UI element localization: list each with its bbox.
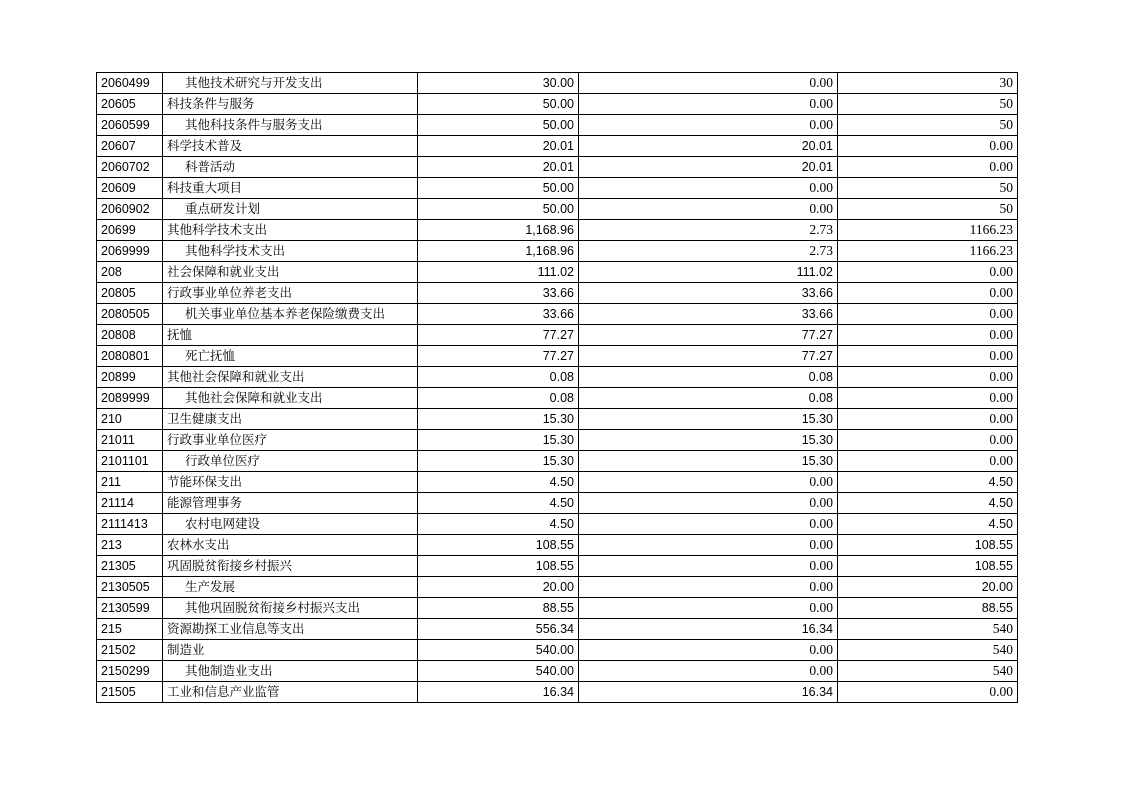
basic-expenditure-cell: 20.01 [579,136,838,157]
account-name-cell: 巩固脱贫衔接乡村振兴 [163,556,418,577]
total-amount-cell: 15.30 [418,451,579,472]
total-amount-cell: 0.08 [418,367,579,388]
project-expenditure-cell: 0.00 [838,409,1018,430]
project-expenditure-cell: 50 [838,178,1018,199]
table-row [97,577,1018,598]
account-name-cell: 重点研发计划 [163,199,418,220]
total-amount-cell: 33.66 [418,283,579,304]
total-amount-cell: 540.00 [418,640,579,661]
account-name-cell: 资源勘探工业信息等支出 [163,619,418,640]
account-code-cell: 211 [97,472,163,493]
table-row [97,346,1018,367]
project-expenditure-cell: 540 [838,661,1018,682]
total-amount-cell: 15.30 [418,409,579,430]
project-expenditure-cell: 4.50 [838,514,1018,535]
account-name-cell: 制造业 [163,640,418,661]
basic-expenditure-cell: 0.00 [579,535,838,556]
account-code-cell: 2080801 [97,346,163,367]
basic-expenditure-cell: 2.73 [579,241,838,262]
total-amount-cell: 20.01 [418,157,579,178]
account-name-cell: 其他巩固脱贫衔接乡村振兴支出 [163,598,418,619]
basic-expenditure-cell: 15.30 [579,430,838,451]
basic-expenditure-cell: 0.00 [579,640,838,661]
account-name-cell: 其他技术研究与开发支出 [163,73,418,94]
table-row [97,598,1018,619]
project-expenditure-cell: 20.00 [838,577,1018,598]
total-amount-cell: 108.55 [418,535,579,556]
table-row [97,472,1018,493]
project-expenditure-cell: 0.00 [838,283,1018,304]
account-code-cell: 2069999 [97,241,163,262]
project-expenditure-cell: 0.00 [838,451,1018,472]
account-code-cell: 208 [97,262,163,283]
total-amount-cell: 50.00 [418,94,579,115]
account-code-cell: 2101101 [97,451,163,472]
basic-expenditure-cell: 0.00 [579,178,838,199]
account-code-cell: 2150299 [97,661,163,682]
table-row [97,430,1018,451]
account-name-cell: 行政事业单位养老支出 [163,283,418,304]
account-name-cell: 工业和信息产业监管 [163,682,418,703]
account-code-cell: 21505 [97,682,163,703]
total-amount-cell: 4.50 [418,514,579,535]
project-expenditure-cell: 4.50 [838,472,1018,493]
basic-expenditure-cell: 16.34 [579,619,838,640]
table-row [97,199,1018,220]
basic-expenditure-cell: 33.66 [579,304,838,325]
account-name-cell: 卫生健康支出 [163,409,418,430]
account-code-cell: 21114 [97,493,163,514]
basic-expenditure-cell: 2.73 [579,220,838,241]
total-amount-cell: 4.50 [418,493,579,514]
basic-expenditure-cell: 0.00 [579,94,838,115]
project-expenditure-cell: 0.00 [838,325,1018,346]
account-code-cell: 2060499 [97,73,163,94]
account-name-cell: 其他科学技术支出 [163,241,418,262]
account-code-cell: 2060599 [97,115,163,136]
project-expenditure-cell: 1166.23 [838,241,1018,262]
account-name-cell: 科学技术普及 [163,136,418,157]
table-row [97,619,1018,640]
basic-expenditure-cell: 0.00 [579,556,838,577]
table-row [97,115,1018,136]
total-amount-cell: 50.00 [418,178,579,199]
account-code-cell: 20609 [97,178,163,199]
table-row [97,640,1018,661]
account-code-cell: 2111413 [97,514,163,535]
table-row [97,493,1018,514]
total-amount-cell: 16.34 [418,682,579,703]
account-name-cell: 其他社会保障和就业支出 [163,388,418,409]
total-amount-cell: 556.34 [418,619,579,640]
table-row [97,136,1018,157]
table-row [97,178,1018,199]
account-code-cell: 2060702 [97,157,163,178]
account-name-cell: 科普活动 [163,157,418,178]
project-expenditure-cell: 0.00 [838,430,1018,451]
basic-expenditure-cell: 33.66 [579,283,838,304]
account-name-cell: 其他制造业支出 [163,661,418,682]
table-row [97,388,1018,409]
total-amount-cell: 88.55 [418,598,579,619]
project-expenditure-cell: 540 [838,640,1018,661]
total-amount-cell: 50.00 [418,199,579,220]
total-amount-cell: 15.30 [418,430,579,451]
account-code-cell: 21502 [97,640,163,661]
account-code-cell: 20699 [97,220,163,241]
total-amount-cell: 20.00 [418,577,579,598]
basic-expenditure-cell: 0.08 [579,388,838,409]
table-row [97,367,1018,388]
total-amount-cell: 4.50 [418,472,579,493]
total-amount-cell: 1,168.96 [418,241,579,262]
table-row [97,262,1018,283]
basic-expenditure-cell: 0.00 [579,73,838,94]
account-name-cell: 其他科学技术支出 [163,220,418,241]
project-expenditure-cell: 0.00 [838,367,1018,388]
project-expenditure-cell: 0.00 [838,682,1018,703]
table-row [97,682,1018,703]
total-amount-cell: 77.27 [418,346,579,367]
basic-expenditure-cell: 0.00 [579,199,838,220]
total-amount-cell: 30.00 [418,73,579,94]
basic-expenditure-cell: 0.00 [579,115,838,136]
account-name-cell: 抚恤 [163,325,418,346]
account-name-cell: 节能环保支出 [163,472,418,493]
account-name-cell: 能源管理事务 [163,493,418,514]
total-amount-cell: 50.00 [418,115,579,136]
table-row [97,73,1018,94]
table-row [97,241,1018,262]
account-name-cell: 科技重大项目 [163,178,418,199]
project-expenditure-cell: 0.00 [838,136,1018,157]
total-amount-cell: 111.02 [418,262,579,283]
basic-expenditure-cell: 0.08 [579,367,838,388]
project-expenditure-cell: 108.55 [838,556,1018,577]
total-amount-cell: 33.66 [418,304,579,325]
project-expenditure-cell: 50 [838,94,1018,115]
account-code-cell: 20605 [97,94,163,115]
account-name-cell: 行政单位医疗 [163,451,418,472]
table-row [97,304,1018,325]
project-expenditure-cell: 108.55 [838,535,1018,556]
account-name-cell: 生产发展 [163,577,418,598]
account-name-cell: 农林水支出 [163,535,418,556]
total-amount-cell: 540.00 [418,661,579,682]
project-expenditure-cell: 88.55 [838,598,1018,619]
account-name-cell: 社会保障和就业支出 [163,262,418,283]
basic-expenditure-cell: 77.27 [579,346,838,367]
total-amount-cell: 77.27 [418,325,579,346]
basic-expenditure-cell: 77.27 [579,325,838,346]
account-code-cell: 20899 [97,367,163,388]
basic-expenditure-cell: 0.00 [579,661,838,682]
account-name-cell: 死亡抚恤 [163,346,418,367]
project-expenditure-cell: 50 [838,115,1018,136]
account-code-cell: 20808 [97,325,163,346]
table-row [97,157,1018,178]
account-code-cell: 2080505 [97,304,163,325]
project-expenditure-cell: 0.00 [838,346,1018,367]
total-amount-cell: 20.01 [418,136,579,157]
basic-expenditure-cell: 16.34 [579,682,838,703]
table-row [97,325,1018,346]
basic-expenditure-cell: 20.01 [579,157,838,178]
basic-expenditure-cell: 0.00 [579,493,838,514]
total-amount-cell: 0.08 [418,388,579,409]
account-name-cell: 机关事业单位基本养老保险缴费支出 [163,304,418,325]
project-expenditure-cell: 4.50 [838,493,1018,514]
basic-expenditure-cell: 15.30 [579,451,838,472]
account-code-cell: 2060902 [97,199,163,220]
account-name-cell: 农村电网建设 [163,514,418,535]
account-name-cell: 其他社会保障和就业支出 [163,367,418,388]
table-body [97,73,1018,703]
project-expenditure-cell: 1166.23 [838,220,1018,241]
project-expenditure-cell: 0.00 [838,304,1018,325]
project-expenditure-cell: 0.00 [838,388,1018,409]
basic-expenditure-cell: 0.00 [579,472,838,493]
project-expenditure-cell: 0.00 [838,157,1018,178]
account-code-cell: 2089999 [97,388,163,409]
account-code-cell: 2130599 [97,598,163,619]
table-row [97,409,1018,430]
account-name-cell: 其他科技条件与服务支出 [163,115,418,136]
basic-expenditure-cell: 0.00 [579,577,838,598]
budget-expenditure-table [96,72,1018,703]
account-name-cell: 科技条件与服务 [163,94,418,115]
account-code-cell: 21011 [97,430,163,451]
account-code-cell: 2130505 [97,577,163,598]
account-code-cell: 20805 [97,283,163,304]
basic-expenditure-cell: 0.00 [579,514,838,535]
table-row [97,283,1018,304]
table-row [97,535,1018,556]
account-code-cell: 20607 [97,136,163,157]
total-amount-cell: 108.55 [418,556,579,577]
account-code-cell: 210 [97,409,163,430]
account-code-cell: 21305 [97,556,163,577]
table-row [97,94,1018,115]
table-row [97,220,1018,241]
table-row [97,556,1018,577]
basic-expenditure-cell: 15.30 [579,409,838,430]
project-expenditure-cell: 30 [838,73,1018,94]
table-row [97,514,1018,535]
account-code-cell: 213 [97,535,163,556]
table-row [97,661,1018,682]
basic-expenditure-cell: 0.00 [579,598,838,619]
account-code-cell: 215 [97,619,163,640]
total-amount-cell: 1,168.96 [418,220,579,241]
project-expenditure-cell: 50 [838,199,1018,220]
table-row [97,451,1018,472]
account-name-cell: 行政事业单位医疗 [163,430,418,451]
basic-expenditure-cell: 111.02 [579,262,838,283]
project-expenditure-cell: 0.00 [838,262,1018,283]
project-expenditure-cell: 540 [838,619,1018,640]
